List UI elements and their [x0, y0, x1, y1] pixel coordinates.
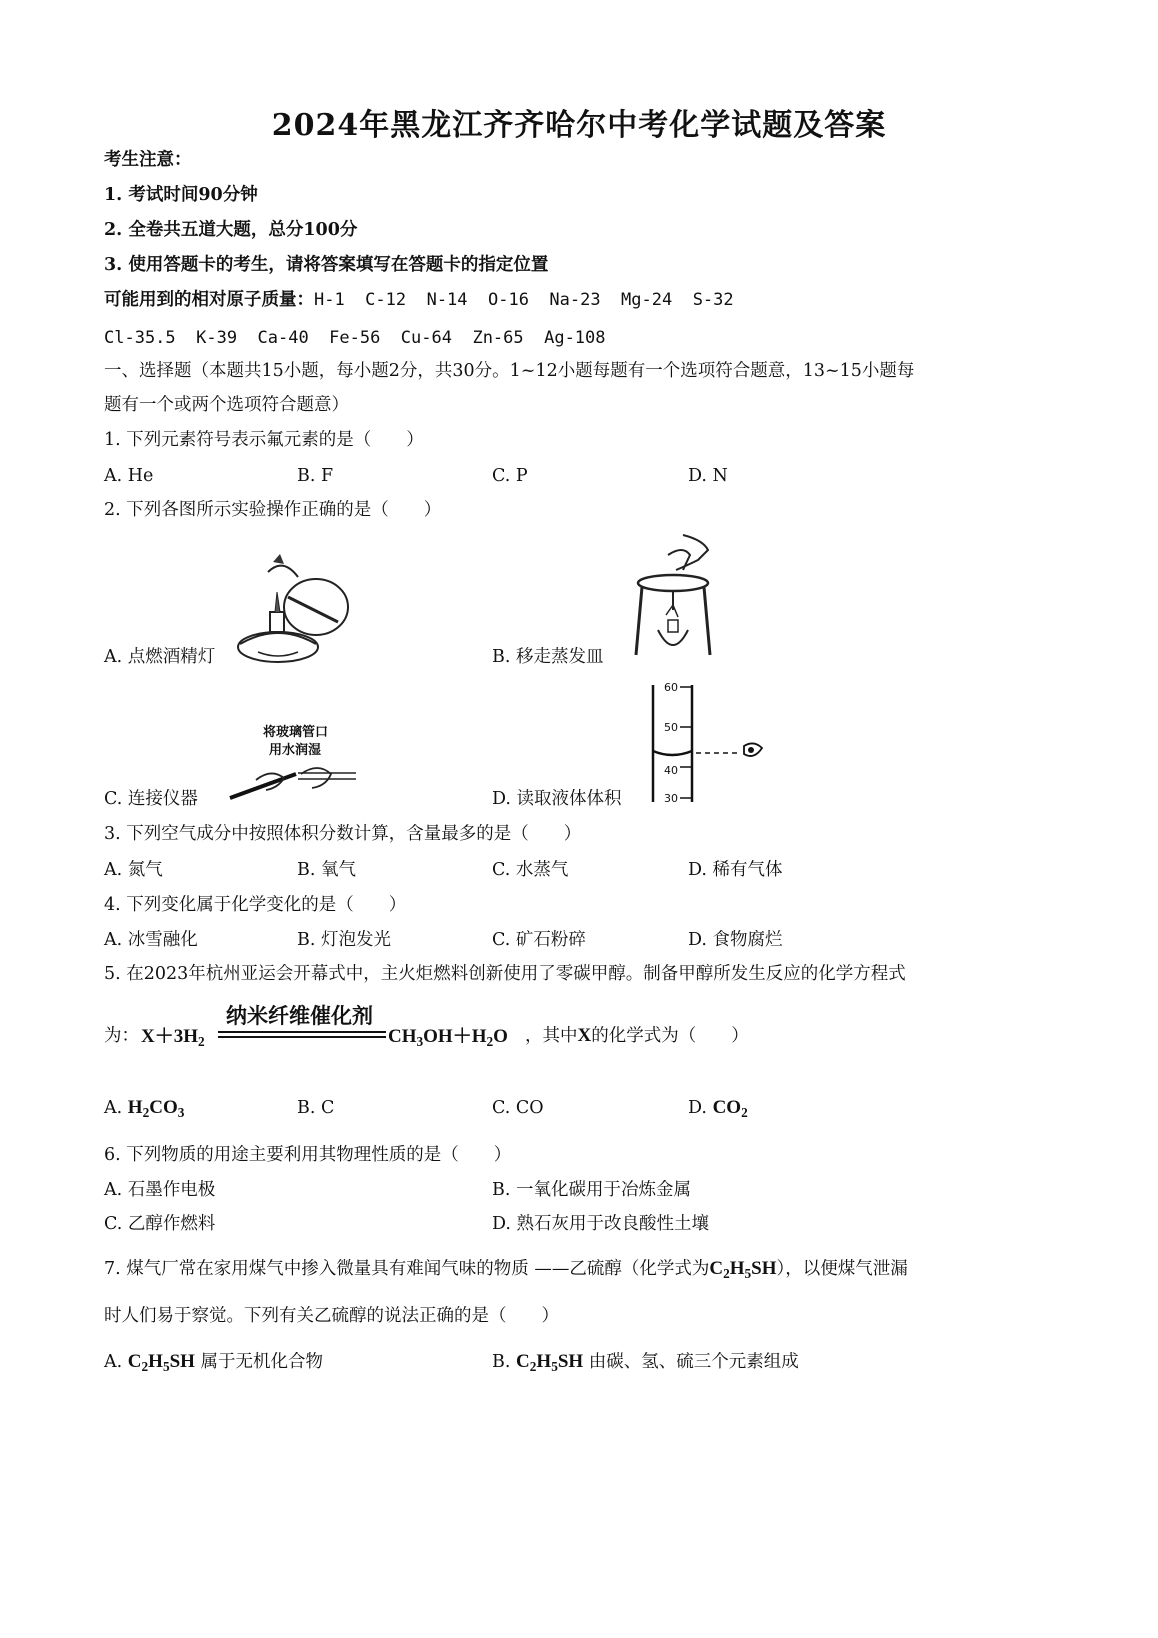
- q7-f-3: SH: [751, 1258, 777, 1279]
- question-3-stem: 3. 下列空气成分中按照体积分数计算，含量最多的是（ ）: [104, 824, 582, 844]
- section-heading-line-2: 题有一个或两个选项符合题意）: [104, 395, 349, 415]
- q7-option-b: [492, 1350, 799, 1374]
- question-1-stem: 1. 下列元素符号表示氟元素的是（ ）: [104, 430, 424, 450]
- q5-option-a: [104, 1096, 184, 1120]
- notice-item-2: 2. 全卷共五道大题，总分100分: [104, 220, 358, 240]
- cylinder-tick-40: 40: [664, 764, 678, 777]
- q7-a-f-1: C: [127, 1351, 142, 1372]
- q7-f-1: C: [709, 1258, 724, 1279]
- notice-item-3: 3. 使用答题卡的考生，请将答案填写在答题卡的指定位置: [104, 255, 549, 275]
- page-title: 2024年黑龙江齐齐哈尔中考化学试题及答案: [271, 108, 887, 143]
- q3-option-d: D. 稀有气体: [688, 860, 783, 880]
- question-6-stem: 6. 下列物质的用途主要利用其物理性质的是（ ）: [104, 1145, 512, 1165]
- suffix-text-2: 的化学式为（ ）: [591, 1026, 749, 1046]
- q4-option-c: C. 矿石粉碎: [492, 930, 586, 950]
- q2-option-d: D. 读取液体体积: [492, 789, 622, 809]
- tube-connection-figure: [226, 760, 361, 805]
- question-4-stem: 4. 下列变化属于化学变化的是（ ）: [104, 895, 407, 915]
- q7-a-text: 属于无机化合物: [200, 1352, 324, 1372]
- question-5-suffix: [525, 1024, 749, 1048]
- equation-rhs: [388, 1021, 508, 1048]
- q7-b-f-sub-1: 2: [529, 1358, 537, 1374]
- lhs-subscript: 2: [198, 1033, 205, 1049]
- notice-heading: 考生注意：: [104, 150, 192, 170]
- q7-b-f-3: SH: [557, 1351, 584, 1372]
- q4-option-b: B. 灯泡发光: [297, 930, 391, 950]
- q3-option-c: C. 水蒸气: [492, 860, 569, 880]
- q7-a-f-sub-1: 2: [141, 1358, 149, 1374]
- rhs-text-3: O: [493, 1026, 508, 1047]
- q5-a-part-1: H: [127, 1097, 143, 1118]
- q1-option-a: A. He: [104, 466, 154, 486]
- q7-formula: [709, 1258, 776, 1279]
- q2-option-b: B. 移走蒸发皿: [492, 647, 604, 667]
- question-5-line-1: 5. 在2023年杭州亚运会开幕式中，主火炬燃料创新使用了零碳甲醇。制备甲醇所发生反应的化学方程式: [104, 964, 906, 984]
- atomic-mass-label: 可能用到的相对原子质量：: [104, 290, 314, 310]
- q5-a-part-2: CO: [149, 1097, 178, 1118]
- q2-option-a: A. 点燃酒精灯: [104, 647, 216, 667]
- q6-option-a: A. 石墨作电极: [104, 1180, 216, 1200]
- q5-option-d: [688, 1096, 748, 1120]
- q6-option-d: D. 熟石灰用于改良酸性土壤: [492, 1214, 710, 1234]
- q7-f-2: H: [729, 1258, 745, 1279]
- q5-d-formula: [713, 1097, 748, 1118]
- q1-option-d: D. N: [688, 466, 728, 486]
- connect-figure-caption-2: 用水润湿: [269, 743, 322, 758]
- rhs-text-2: OH＋H: [423, 1026, 487, 1047]
- q5-d-sub: 2: [741, 1104, 748, 1120]
- q5-a-sub-2: 3: [177, 1104, 185, 1120]
- q7-a-label: A.: [104, 1352, 123, 1372]
- alcohol-lamp-figure: [228, 552, 363, 667]
- question-5-prefix: 为：: [104, 1026, 139, 1046]
- q5-d-label: D.: [688, 1098, 707, 1118]
- q5-d-part-1: CO: [712, 1097, 742, 1118]
- q7-option-a: [104, 1350, 323, 1374]
- suffix-x: X: [577, 1025, 592, 1046]
- question-7-line-1: [104, 1257, 908, 1281]
- q3-option-a: A. 氮气: [104, 860, 163, 880]
- q6-option-b: B. 一氧化碳用于冶炼金属: [492, 1180, 691, 1200]
- rhs-text-1: CH: [388, 1026, 417, 1047]
- q4-option-d: D. 食物腐烂: [688, 930, 783, 950]
- atomic-mass-line-1: [104, 288, 734, 312]
- rhs-subscript-2: 2: [486, 1033, 494, 1049]
- q7-b-formula: [516, 1351, 583, 1372]
- q7-a-formula: [128, 1351, 195, 1372]
- q7-line1-end: ），以便煤气泄漏: [776, 1259, 908, 1279]
- question-2-stem: 2. 下列各图所示实验操作正确的是（ ）: [104, 500, 442, 520]
- connect-figure-caption-1: 将玻璃管口: [263, 725, 329, 740]
- lhs-text: X＋3H: [141, 1026, 199, 1047]
- reaction-condition: 纳米纤维催化剂: [226, 1004, 373, 1028]
- q3-option-b: B. 氧气: [297, 860, 356, 880]
- q5-a-sub-1: 2: [142, 1104, 150, 1120]
- cylinder-tick-50: 50: [664, 721, 678, 734]
- q7-line1-text: 7. 煤气厂常在家用煤气中掺入微量具有难闻气味的物质 ——乙硫醇（化学式为: [104, 1259, 710, 1279]
- q2-option-c: C. 连接仪器: [104, 789, 198, 809]
- q7-b-text: 由碳、氢、硫三个元素组成: [588, 1352, 799, 1372]
- q7-f-sub-2: 5: [744, 1265, 752, 1281]
- q5-a-formula: [128, 1097, 185, 1118]
- q6-option-c: C. 乙醇作燃料: [104, 1214, 216, 1234]
- evaporating-dish-figure: [628, 535, 723, 665]
- q5-a-label: A.: [104, 1098, 123, 1118]
- suffix-text-1: ，其中: [525, 1026, 578, 1046]
- cylinder-tick-30: 30: [664, 792, 678, 805]
- equation-lhs: [141, 1021, 205, 1048]
- question-7-line-2: 时人们易于察觉。下列有关乙硫醇的说法正确的是（ ）: [104, 1306, 559, 1326]
- q7-b-f-sub-2: 5: [551, 1358, 558, 1374]
- rhs-subscript-1: 3: [416, 1033, 424, 1049]
- atomic-mass-values-1: H-1 C-12 N-14 O-16 Na-23 Mg-24 S-32: [314, 290, 734, 310]
- atomic-mass-line-2: Cl-35.5 K-39 Ca-40 Fe-56 Cu-64 Zn-65 Ag-108: [104, 328, 606, 348]
- q5-option-c: C. CO: [492, 1098, 544, 1118]
- notice-item-1: 1. 考试时间90分钟: [104, 185, 258, 205]
- q7-f-sub-1: 2: [723, 1265, 730, 1281]
- cylinder-tick-60: 60: [664, 681, 678, 694]
- q4-option-a: A. 冰雪融化: [104, 930, 198, 950]
- q5-option-b: B. C: [297, 1098, 335, 1118]
- q1-option-c: C. P: [492, 466, 528, 486]
- q7-b-f-2: H: [536, 1351, 552, 1372]
- q7-a-f-3: SH: [169, 1351, 195, 1372]
- q1-option-b: B. F: [297, 466, 334, 486]
- q7-b-label: B.: [492, 1352, 511, 1372]
- q7-a-f-2: H: [148, 1351, 163, 1372]
- graduated-cylinder-figure: [650, 680, 770, 805]
- reaction-equals-sign: [218, 1030, 386, 1040]
- q7-b-f-1: C: [516, 1351, 530, 1372]
- q7-a-f-sub-2: 5: [162, 1358, 170, 1374]
- section-heading-line-1: 一、选择题（本题共15小题，每小题2分，共30分。1~12小题每题有一个选项符合题意，13~15小题每: [104, 361, 915, 381]
